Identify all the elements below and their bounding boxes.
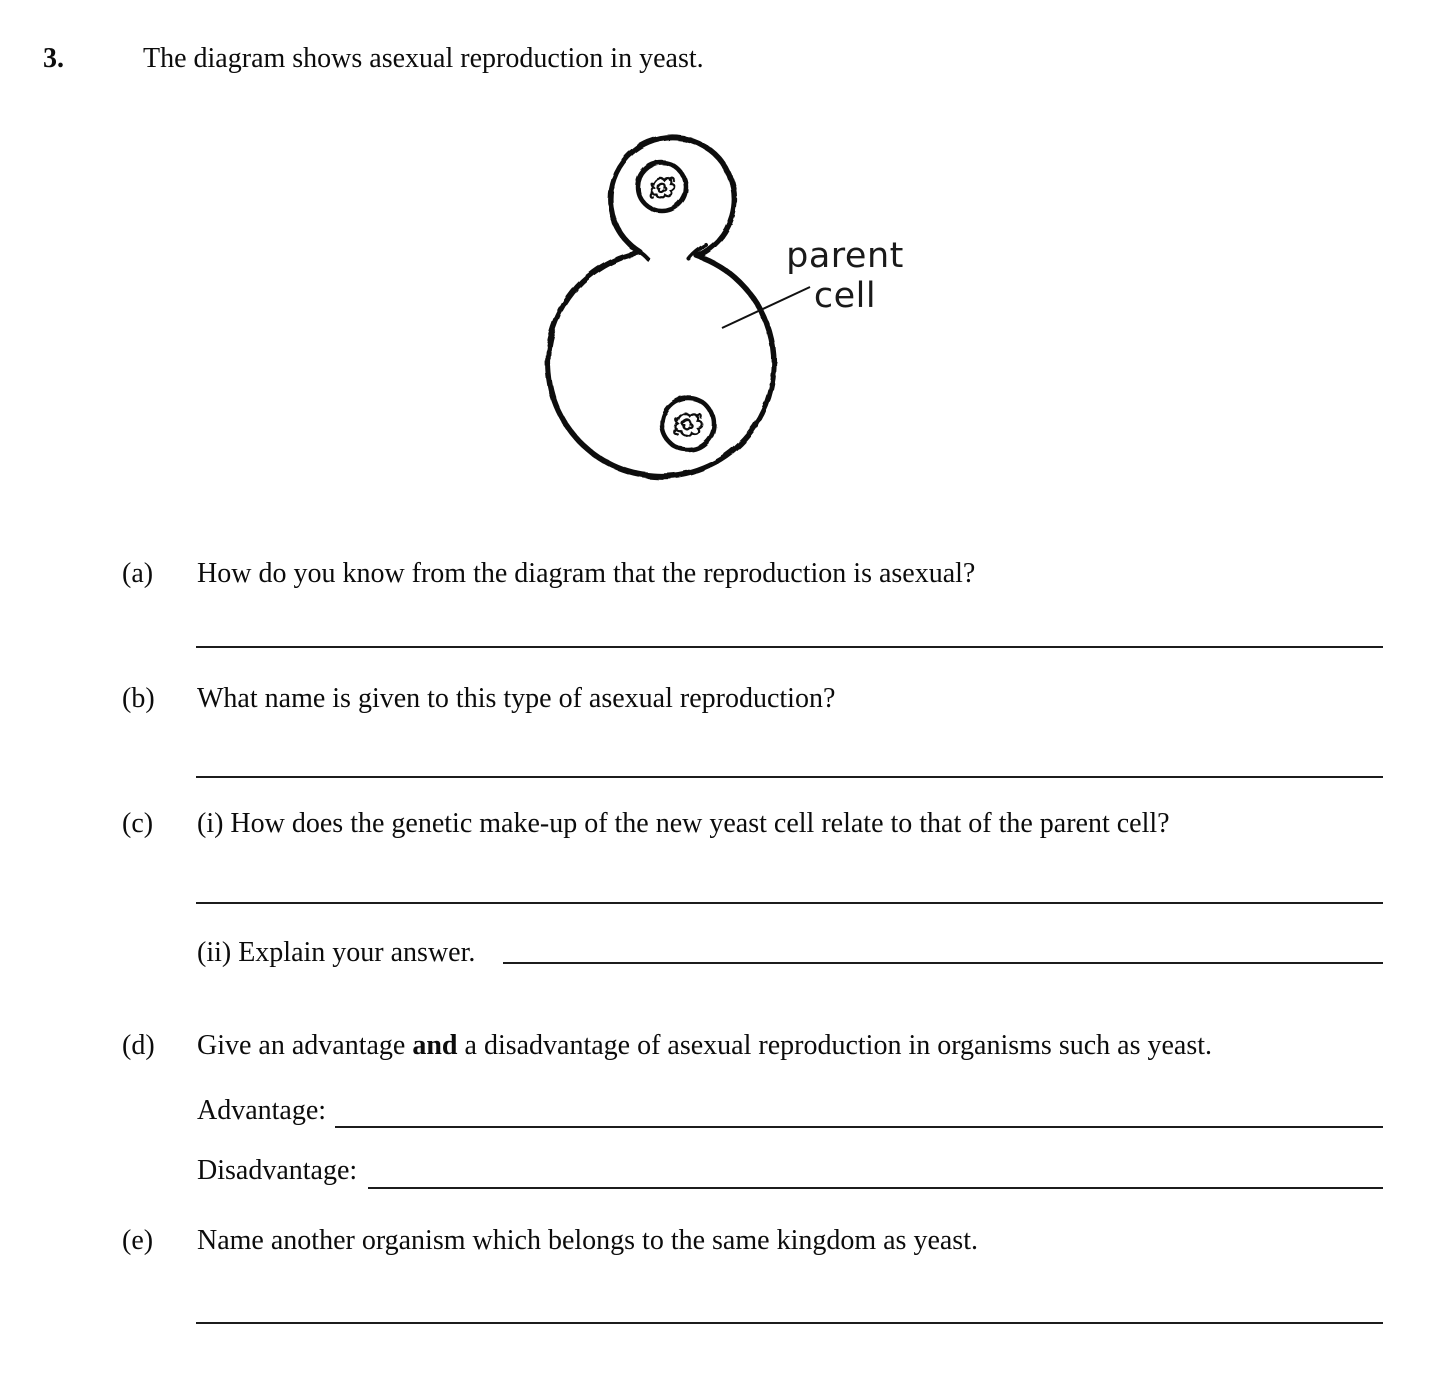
part-c-i-answer-line[interactable] <box>196 902 1383 904</box>
yeast-diagram <box>480 100 1040 520</box>
part-c-ii-answer-line[interactable] <box>503 962 1383 964</box>
part-c-ii-question: (ii) Explain your answer. <box>197 937 476 968</box>
part-c-label: (c) <box>122 808 154 839</box>
part-e-answer-line[interactable] <box>196 1322 1383 1324</box>
part-c-i-question: (i) How does the genetic make-up of the new yeast cell relate to that of the parent cell? <box>197 808 1170 839</box>
disadvantage-answer-line[interactable] <box>368 1187 1383 1189</box>
part-b-question: What name is given to this type of asexual reproduction? <box>197 683 836 714</box>
part-d-text-2: a disadvantage of asexual reproduction in organisms such as yeast. <box>457 1030 1213 1061</box>
part-a-question: How do you know from the diagram that the reproduction is asexual? <box>197 558 976 589</box>
advantage-label: Advantage: <box>197 1095 327 1126</box>
part-d-question <box>197 1029 1212 1063</box>
part-a-answer-line[interactable] <box>196 646 1383 648</box>
part-b-answer-line[interactable] <box>196 776 1383 778</box>
disadvantage-label: Disadvantage: <box>197 1155 358 1186</box>
parent-cell-label <box>770 236 920 316</box>
part-b-label: (b) <box>122 683 155 714</box>
part-d-bold-and: and <box>412 1030 458 1061</box>
question-number: 3. <box>43 43 64 74</box>
parent-cell-label-line1: parent <box>786 236 904 276</box>
part-e-label: (e) <box>122 1225 154 1256</box>
part-d-label: (d) <box>122 1030 155 1061</box>
parent-cell-label-line2: cell <box>813 276 877 316</box>
part-a-label: (a) <box>122 558 154 589</box>
part-d-text-1: Give an advantage <box>197 1030 413 1061</box>
question-intro: The diagram shows asexual reproduction in yeast. <box>143 43 704 74</box>
part-e-question: Name another organism which belongs to the same kingdom as yeast. <box>197 1225 978 1256</box>
advantage-answer-line[interactable] <box>335 1126 1383 1128</box>
